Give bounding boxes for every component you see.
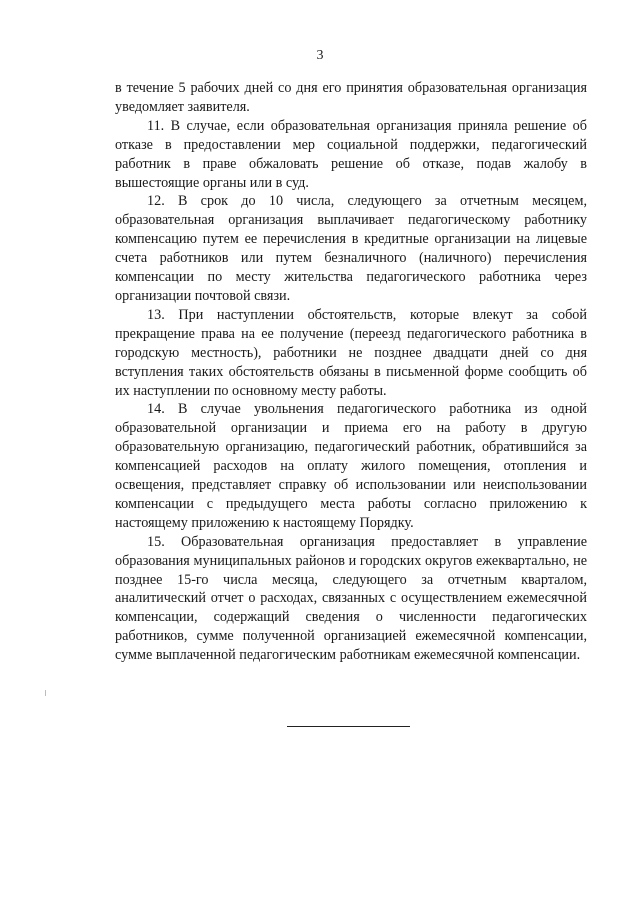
paragraph-13: 13. При наступлении обстоятельств, которые влекут за собой прекращение права на ее получение (переезд педагогического работника в городскую местность), работники не позднее двадцати дней со дня вступления таких обстоятельств обязаны в письменной форме сообщить об их наступлении по основному месту работы. (115, 306, 587, 399)
paragraph-12: 12. В срок до 10 числа, следующего за отчетным месяцем, образовательная организация выплачивает педагогическому работнику компенсацию путем ее перечисления в кредитные организации на лицевые счета работников или путем безналичного (наличного) перечисления компенсации по месту жительства педагогического работника через организации почтовой связи. (115, 193, 587, 304)
paragraph-11: 11. В случае, если образовательная организация приняла решение об отказе в предоставлении мер социальной поддержки, педагогический работник в праве обжаловать решение об отказе, подав жалобу в вышестоящие органы или в суд. (115, 117, 587, 191)
paragraph-15: 15. Образовательная организация предоставляет в управление образования муниципальных районов и городских округов ежеквартально, не позднее 15-го числа месяца, следующего за отчетным кварталом, аналитический отчет о расходах, связанных с осуществлением ежемесячной компенсации, содержащий сведения о численности педагогических работников, сумме полученной организацией ежемесячной компенсации, сумме выплаченной педагогическим работникам ежемесячной компенсации. (115, 533, 587, 664)
margin-mark (45, 690, 46, 696)
paragraph-14: 14. В случае увольнения педагогического работника из одной образовательной организации и приема его на работу в другую образовательную организацию, педагогический работник, обратившийся за компенсацией расходов на оплату жилого помещения, отопления и освещения, представляет справку об использовании или неиспользовании компенсации с предыдущего места работы согласно приложению к настоящему приложению к настоящему Порядку. (115, 401, 587, 531)
document-body (115, 79, 587, 665)
page-number: 3 (316, 48, 324, 63)
paragraph-continuation: в течение 5 рабочих дней со дня его принятия образовательная организация уведомляет заявителя. (115, 80, 587, 115)
end-divider-line (287, 726, 410, 727)
